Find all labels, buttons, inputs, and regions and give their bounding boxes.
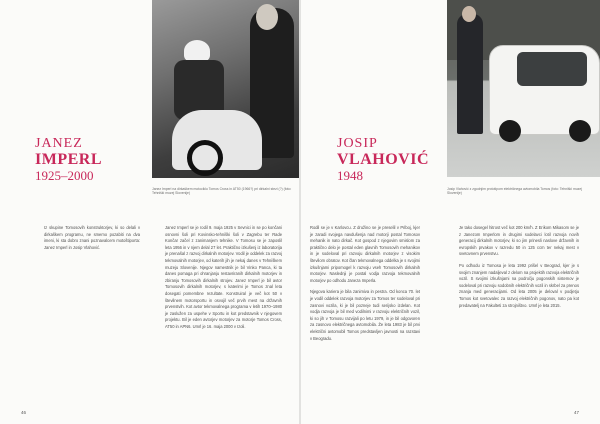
first-name: JOSIP [337, 136, 378, 151]
body-column [310, 225, 420, 347]
page-number: 46 [21, 410, 27, 415]
photo-janez-imperl [152, 0, 299, 178]
last-name: IMPERL [35, 151, 102, 168]
life-years: 1925–2000 [35, 168, 94, 183]
intro-text [44, 225, 140, 256]
photo-figure-standing [457, 14, 483, 134]
page-number: 47 [574, 410, 580, 415]
photo-figure-head [462, 6, 476, 22]
body-paragraph: Je tako dosegel hitrost več kot 200 km/h. Z Erikom Mikasom se je z Janezom Imperlom in drugimi sodelavci lotil razvoja novih generacij dirkalnih motorjev, ki so jim prinesli naslove državnih in evropskih prvakov v razredu 50 in 125 ccm ter nekaj mest v svetovnem prvenstvu. [459, 225, 579, 257]
photo-caption: Janez Imperl na dirkaškem motociklu Tomos Cross in AT50 (1966?) pri dirkalni stezi (?) (foto: Tehniški muzej Slovenije) [152, 187, 292, 196]
photo-caption: Josip Vlahović z zgodnjim prototipom električnega avtomobila Tomos (foto: Tehniški muzej Slovenije) [447, 187, 582, 196]
photo-rider-helmet [184, 40, 210, 62]
intro-paragraph: Iz skupine Tomosovih konstruktorjev, ki so delali v dirkaškem programu, ne smemo pozabiti na dva imeni, ki sta dobro znani poznavalcem motoštiporta: Janez Imperl in Josip Vlahović. [44, 225, 140, 250]
photo-josip-vlahovic [447, 0, 600, 177]
first-name: JANEZ [35, 136, 83, 151]
photo-car-wheel [499, 120, 521, 142]
photo-car-window [517, 52, 587, 86]
body-paragraph: Po odhodu iz Tomosa je leta 1992 prišel v Beograd, kjer je s svojim znanjem nadaljeval z delom na projektih razvoja električnih vozil. S svojimi izkušnjami na področju pogonskih sistemov je sodeloval pri razvoju sodobnih električnih vozil in skrbel za prenos znanja med generacijami. Od leta 2005 je deloval v podjetju Tomos kot svetovalec za razvoj električnih pogonov, nato pa kot predavatelj na Fakulteti za strojništvo. Umrl je leta 2015. [459, 262, 579, 308]
body-column [459, 225, 579, 314]
person-heading-imperl [35, 137, 102, 184]
photo-car-wheel [569, 120, 591, 142]
body-paragraph: Rodil se je v Karlovcu. Z družino se je preselil v Priboj, kjer je zaradi svojega navdušenja nad motorji postal Tomosov mehanik in nato dirkač. Kot gospod z njegovim smislom za praktično delo je postal eden glavnih Tomosovih mehanikov in je sodeloval pri razvoju dirkalnih motorjev z visokim številom obratov. Kot član tekmovalnega oddelka je s svojimi izkušnjami pripomogel k razvoju vseh Tomosovih dirkalnih motorjev. Naslednji je postal vodja razvoja tekmovalnih motorjev po odhodu Janeza Imperla. [310, 225, 420, 283]
body-column [165, 225, 282, 336]
body-paragraph: Janez Imperl se je rodil 9. maja 1925 v Sevnici in se po končani osnovni šoli pri Kovinsko-tehniški šoli v Zagrebu ter Rade Končar začel z zanimanjem tehnike. V Tomosu se je zaposlil leta 1956 in v njem delal 27 let. Praktično izkušenj iz laboratorija je prenašal z razvoj dirkalnih motorjev. Vodil je oddelek za razvoj tekmovalnih motorjev, od katerih jih je nekaj danes v Tehniškem muzeju Slovenije. Njegov namestnik je bil Vinko Panca, ki ta danes pomaga pri ohranjanju restavriranih dirkalnih motorjev in zbiranju Tomosovih dirkalnih strojev. Janez Imperl je bil avtor Tomosovih dirkalnih motorjev, s katerimi je Tomos znal leta dosegati pomembne rezultate. Konstruiral je več kot 50 v številnem motorsportu in osvojil več prvih mest na državnih prvenstvih. Kot avtor tekmovalnega programa v letih 1970–1980 je zaslužen za uspehe v Sportu in kot predstavnik v njegovem projektu. Bil je eden avtorjev motorjev za motorje Tomos Cross, AT50 in APN6. Umrl je 16. maja 2000 v Izoli. [165, 225, 282, 329]
life-years: 1948 [337, 168, 363, 183]
last-name: VLAHOVIĆ [337, 151, 430, 168]
photo-figure-head [256, 4, 278, 30]
body-paragraph: Njegova kariera je bila zanimiva in pestra. Od konca 70. let je vodil oddelek razvoja motorjev za Tomos ter sodeloval pri zasnovi vozila, ki je bil pozneje tudi serijsko izdelan. Kot vodja razvoja je bil med vodilnimi v razvoju električnih vozil, ki so jih v Tomosu razvijali po letu 1979, in je bil odgovoren za zasnovo električnega avtomobila. Že leta 1983 je bil prvi električni avtomobil Tomos predstavljen javnosti na razstavi v Beogradu. [310, 289, 420, 341]
page-gutter [299, 0, 301, 424]
photo-wheel [187, 140, 223, 176]
person-heading-vlahovic [337, 137, 429, 184]
